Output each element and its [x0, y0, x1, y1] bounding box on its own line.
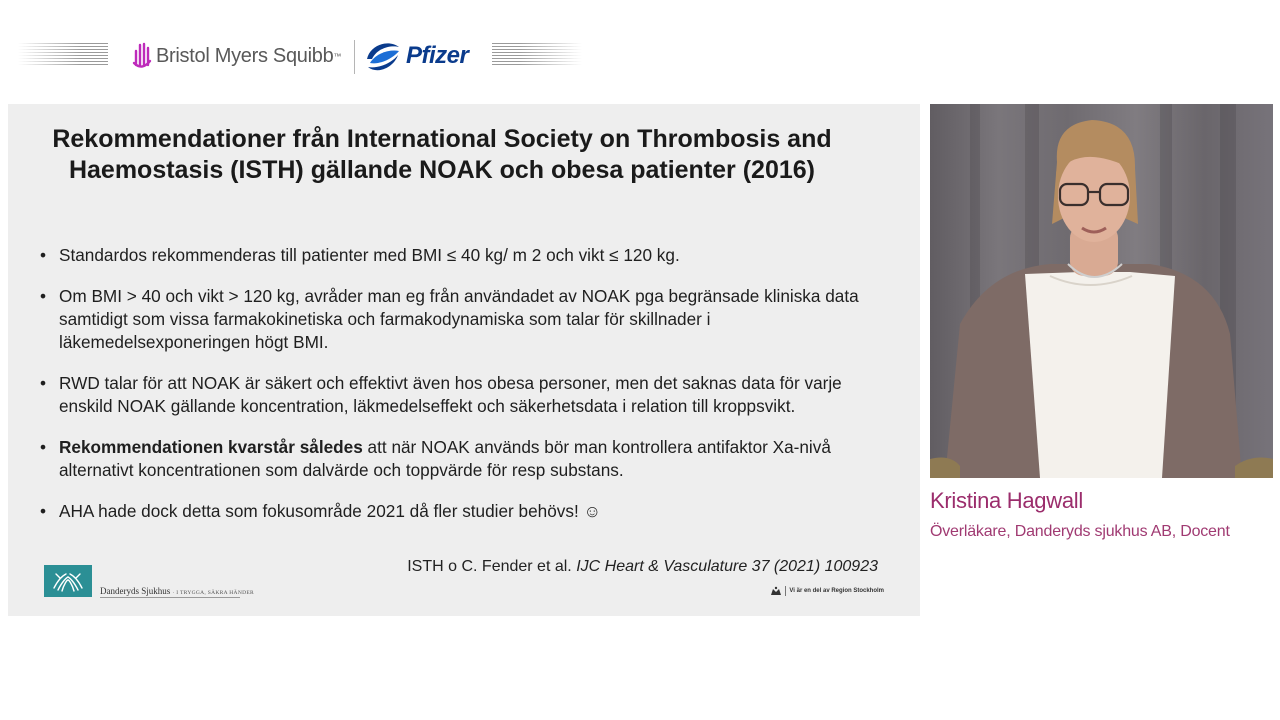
bms-logo [132, 38, 341, 74]
speaker-portrait [930, 104, 1273, 478]
bms-trademark: ™ [333, 51, 342, 61]
bullet-text: RWD talar för att NOAK är säkert och effektivt även hos obesa personer, men det saknas data för varje enskild NOAK gällande koncentration, läkmedelseffekt och säkerhetsdata i relation till kroppsvikt. [59, 373, 842, 416]
speaker-name: Kristina Hagwall [930, 488, 1083, 513]
bullet-item [40, 500, 880, 523]
bullet-text: att när NOAK används bör man kontrollera antifaktor Xa-nivå alternativt koncentrationen som dalvärde och toppvärde för resp substans. [59, 437, 831, 480]
hospital-tagline: · I TRYGGA, SÄKRA HÄNDER [172, 590, 255, 596]
bullet-strong-text: Rekommendationen kvarstår således [59, 437, 363, 457]
citation-prefix: ISTH o C. Fender et al. [407, 558, 577, 575]
decorative-stripes-left [18, 43, 108, 67]
region-crown-icon [770, 586, 782, 596]
bullet-item [40, 372, 880, 418]
slide-title: Rekommendationer från International Society on Thrombosis and Haemostasis (ISTH) gällande NOAK och obesa patienter (2016) [52, 125, 832, 184]
hospital-name-text: Danderyds Sjukhus [100, 586, 171, 596]
citation-journal: IJC Heart & Vasculature 37 (2021) 100923 [576, 558, 878, 575]
bullet-text: AHA hade dock detta som fokusområde 2021 då fler studier behövs! ☺ [59, 501, 602, 521]
speaker-title: Överläkare, Danderyds sjukhus AB, Docent [930, 523, 1230, 540]
bms-hand-icon [132, 41, 152, 71]
hospital-logo [44, 565, 92, 597]
speaker-video [930, 104, 1273, 478]
bullet-item [40, 436, 880, 482]
citation [407, 558, 878, 576]
pfizer-logo [364, 34, 468, 78]
hands-icon [48, 568, 88, 594]
bullet-item [40, 285, 880, 354]
bms-logo-text: Bristol Myers Squibb [156, 44, 334, 67]
bullet-item [40, 244, 880, 267]
bullet-text: Standardos rekommenderas till patienter med BMI ≤ 40 kg/ m 2 och vikt ≤ 120 kg. [59, 245, 680, 265]
region-separator [785, 586, 786, 596]
hospital-underline [100, 597, 240, 598]
sponsor-header [0, 28, 600, 84]
hospital-name [100, 586, 254, 596]
presentation-slide [8, 104, 920, 616]
pfizer-swirl-icon [364, 37, 402, 75]
logo-divider [354, 40, 355, 74]
bullet-list [40, 244, 880, 541]
pfizer-logo-text: Pfizer [406, 42, 469, 69]
region-stockholm-logo [770, 586, 884, 596]
decorative-stripes-right [492, 43, 582, 67]
region-text: Vi är en del av Region Stockholm [789, 588, 884, 594]
bullet-text: Om BMI > 40 och vikt > 120 kg, avråder man eg från användadet av NOAK pga begränsade kliniska data samtidigt som vissa farmakokinetiska och farmakodynamiska som talar för skillnader i läkemedelsexponeringen högt BMI. [59, 286, 859, 352]
